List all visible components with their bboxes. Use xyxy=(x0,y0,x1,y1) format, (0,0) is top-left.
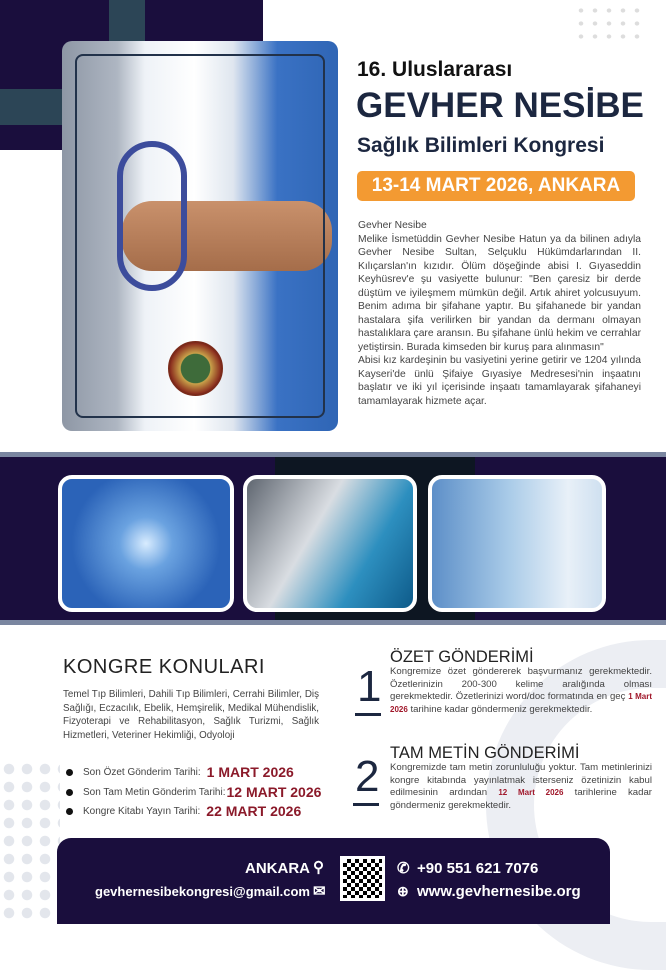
step-title: ÖZET GÖNDERİMİ xyxy=(390,648,534,666)
deadline-item xyxy=(66,803,301,819)
step-number: 2 xyxy=(355,752,380,801)
photo-frame xyxy=(75,54,325,418)
congress-subtitle: Sağlık Bilimleri Kongresi xyxy=(357,134,605,157)
contact-footer xyxy=(57,838,610,924)
step-tail: tarihlerine kadar göndermeniz gerekmektedir. xyxy=(390,787,652,811)
city: ANKARA xyxy=(245,860,310,877)
step-text xyxy=(390,762,652,812)
phone-icon: ✆ xyxy=(397,860,410,877)
edition-label: 16. Uluslararası xyxy=(357,58,513,81)
website-link[interactable]: www.gevhernesibe.org xyxy=(417,883,581,900)
deadline-value: 12 MART 2026 xyxy=(226,784,322,800)
date-place-banner: 13-14 MART 2026, ANKARA xyxy=(357,171,635,201)
dot-pattern-left xyxy=(0,760,60,920)
doctor-digital-image xyxy=(428,475,606,612)
phone-number[interactable]: +90 551 621 7076 xyxy=(417,860,539,877)
bio-paragraph-1: Melike İsmetüddin Gevher Nesibe Hatun ya da bilinen adıyla Gevher Nesibe Sultan, Selçuklu Hükümdarlarından II. Kılıçarslan'ın kızıdır. Ölüm döşeğinde abisi I. Gıyaseddin Keyhüsrev'e şu vasiyette bulunur: "Ben çaresiz bir derde düştüm ve iyileşmem mümkün değil. Artık ahiret yolcusuyum. Benim adıma bir şifahane yaptır. Bu şifahanede bir yandan hastalara şifa verilirken bir yandan da dermanı olmayan hastalıklara çare aransın. Bu şifahane ünlü hekim ve cerrahlar yetiştirsin. Burada kimseden bir kuruş para alınmasın" xyxy=(358,233,641,353)
qr-code[interactable] xyxy=(340,856,385,901)
topics-title: KONGRE KONULARI xyxy=(63,656,265,678)
step-body: Kongremizde tam metin zorunluluğu yoktur. Tam metinlerinizi kongre kitabında yayınlatmak isterseniz özetinizin kabul edilmesinin ardından xyxy=(390,762,652,798)
deadline-label: Son Tam Metin Gönderim Tarihi: xyxy=(83,786,226,798)
deadline-label: Kongre Kitabı Yayın Tarihi: xyxy=(83,805,201,817)
globe-icon: ⊕ xyxy=(397,883,409,899)
bullet-icon xyxy=(66,808,73,815)
lab-researcher-image xyxy=(243,475,417,612)
email-link[interactable]: gevhernesibekongresi@gmail.com xyxy=(95,884,310,899)
doctor-photo xyxy=(62,41,338,431)
congress-name: GEVHER NESİBE xyxy=(356,86,644,125)
step-body: Kongremize özet göndererek başvurmanız gerekmektedir. Özetlerinizin 200-300 kelime aralığında olması gerekmektedir. Özetlerinizi word/doc formatında en geç xyxy=(390,666,652,702)
topics-text: Temel Tıp Bilimleri, Dahili Tıp Bilimleri, Cerrahi Bilimler, Diş Sağlığı, Eczacılık, Ebelik, Hemşirelik, Medikal Mühendislik, Fizyoterapi ve Rehabilitasyon, Sağlık Turizmi, Sağlık Hizmetleri, Veteriner Hekimliği, Odyoloji xyxy=(63,689,319,741)
biography xyxy=(358,219,641,408)
deadline-item xyxy=(66,764,294,780)
step-date: 1 Mart 2026 xyxy=(390,692,653,714)
deadline-item xyxy=(66,784,321,800)
step-text xyxy=(390,666,652,716)
image-band xyxy=(0,452,666,625)
dot-pattern xyxy=(574,4,644,44)
deadline-value: 1 MART 2026 xyxy=(206,764,294,780)
step-title: TAM METİN GÖNDERİMİ xyxy=(390,744,580,762)
step-tail: tarihine kadar göndermeniz gerekmektedir. xyxy=(410,703,593,715)
location-pin-icon: ⚲ xyxy=(313,859,324,876)
deadline-label: Son Özet Gönderim Tarihi: xyxy=(83,766,201,778)
bullet-icon xyxy=(66,769,73,776)
mail-icon: ✉ xyxy=(313,883,326,900)
deadline-value: 22 MART 2026 xyxy=(206,803,302,819)
bio-title: Gevher Nesibe xyxy=(358,220,427,231)
step-number: 1 xyxy=(357,662,382,711)
step-date: 12 Mart 2026 xyxy=(498,788,564,797)
medical-tech-image-1 xyxy=(58,475,234,612)
bullet-icon xyxy=(66,789,73,796)
bio-paragraph-2: Abisi kız kardeşinin bu vasiyetini yerine getirir ve 1204 yılında Kayseri'de ünlü Şifaiye Gıyasiye Medresesi'nin inşaatını başlatır ve iki yıl içerisinde inşaatı tamamlayarak şifahaneyi tamamlayarak hizmete açar. xyxy=(358,355,641,407)
